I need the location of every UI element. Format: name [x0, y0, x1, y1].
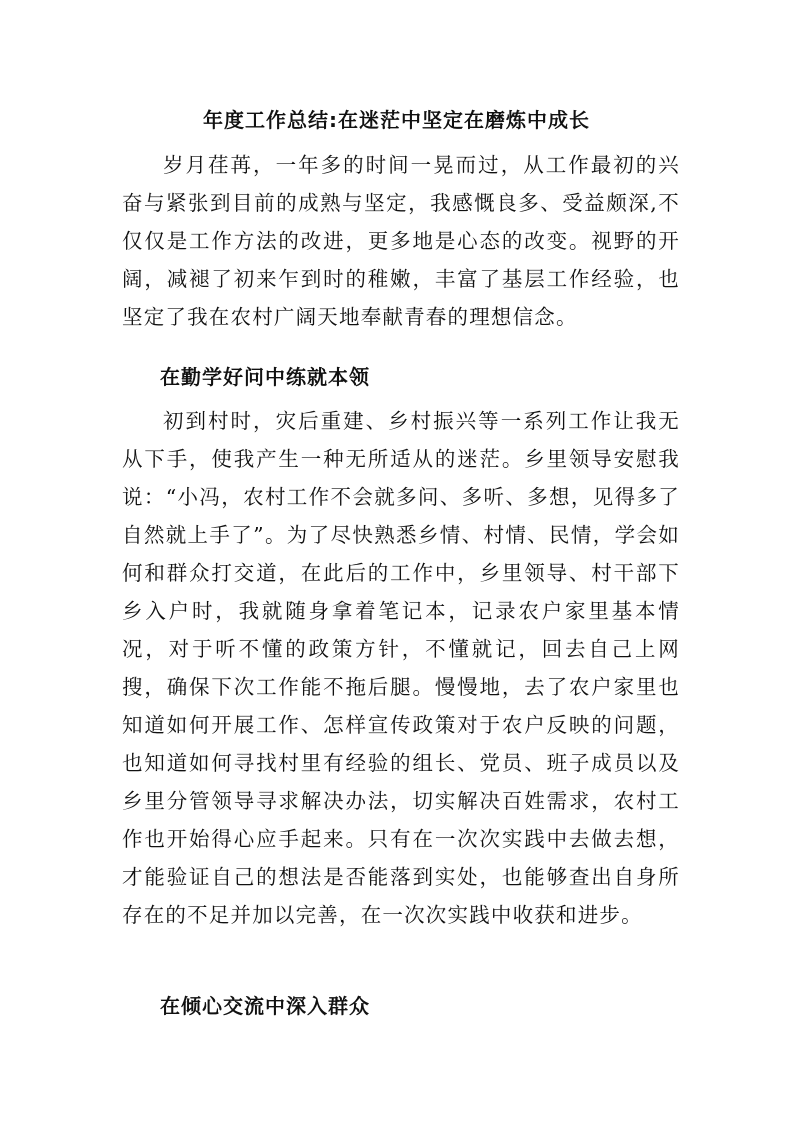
intro-paragraph: 岁月荏苒，一年多的时间一晃而过，从工作最初的兴奋与紧张到目前的成熟与坚定，我感慨良多、受益颇深,不仅仅是工作方法的改进，更多地是心态的改变。视野的开阔，减褪了初来乍到时的稚嫩，丰富了基层工作经验，也坚定了我在农村广阔天地奉献青春的理想信念。	[122, 153, 680, 329]
document-title: 年度工作总结:在迷茫中坚定在磨炼中成长	[203, 108, 590, 132]
section-paragraph-study: 初到村时，灾后重建、乡村振兴等一系列工作让我无从下手，使我产生一种无所适从的迷茫。乡里领导安慰我说：“小冯，农村工作不会就多问、多听、多想，见得多了自然就上手了”。为了尽快熟悉乡情、村情、民情，学会如何和群众打交道，在此后的工作中，乡里领导、村干部下乡入户时，我就随身拿着笔记本，记录农户家里基本情况，对于听不懂的政策方针，不懂就记，回去自己上网搜，确保下次工作能不拖后腿。慢慢地，去了农户家里也知道如何开展工作、怎样宣传政策对于农户反映的问题，也知道如何寻找村里有经验的组长、党员、班子成员以及乡里分管领导寻求解决办法，切实解决百姓需求，农村工作也开始得心应手起来。只有在一次次实践中去做去想，才能验证自己的想法是否能落到实处，也能够查出自身所存在的不足并加以完善，在一次次实践中收获和进步。	[122, 409, 680, 927]
section-heading-communication: 在倾心交流中深入群众	[160, 994, 370, 1018]
section-heading-study: 在勤学好问中练就本领	[160, 365, 370, 389]
